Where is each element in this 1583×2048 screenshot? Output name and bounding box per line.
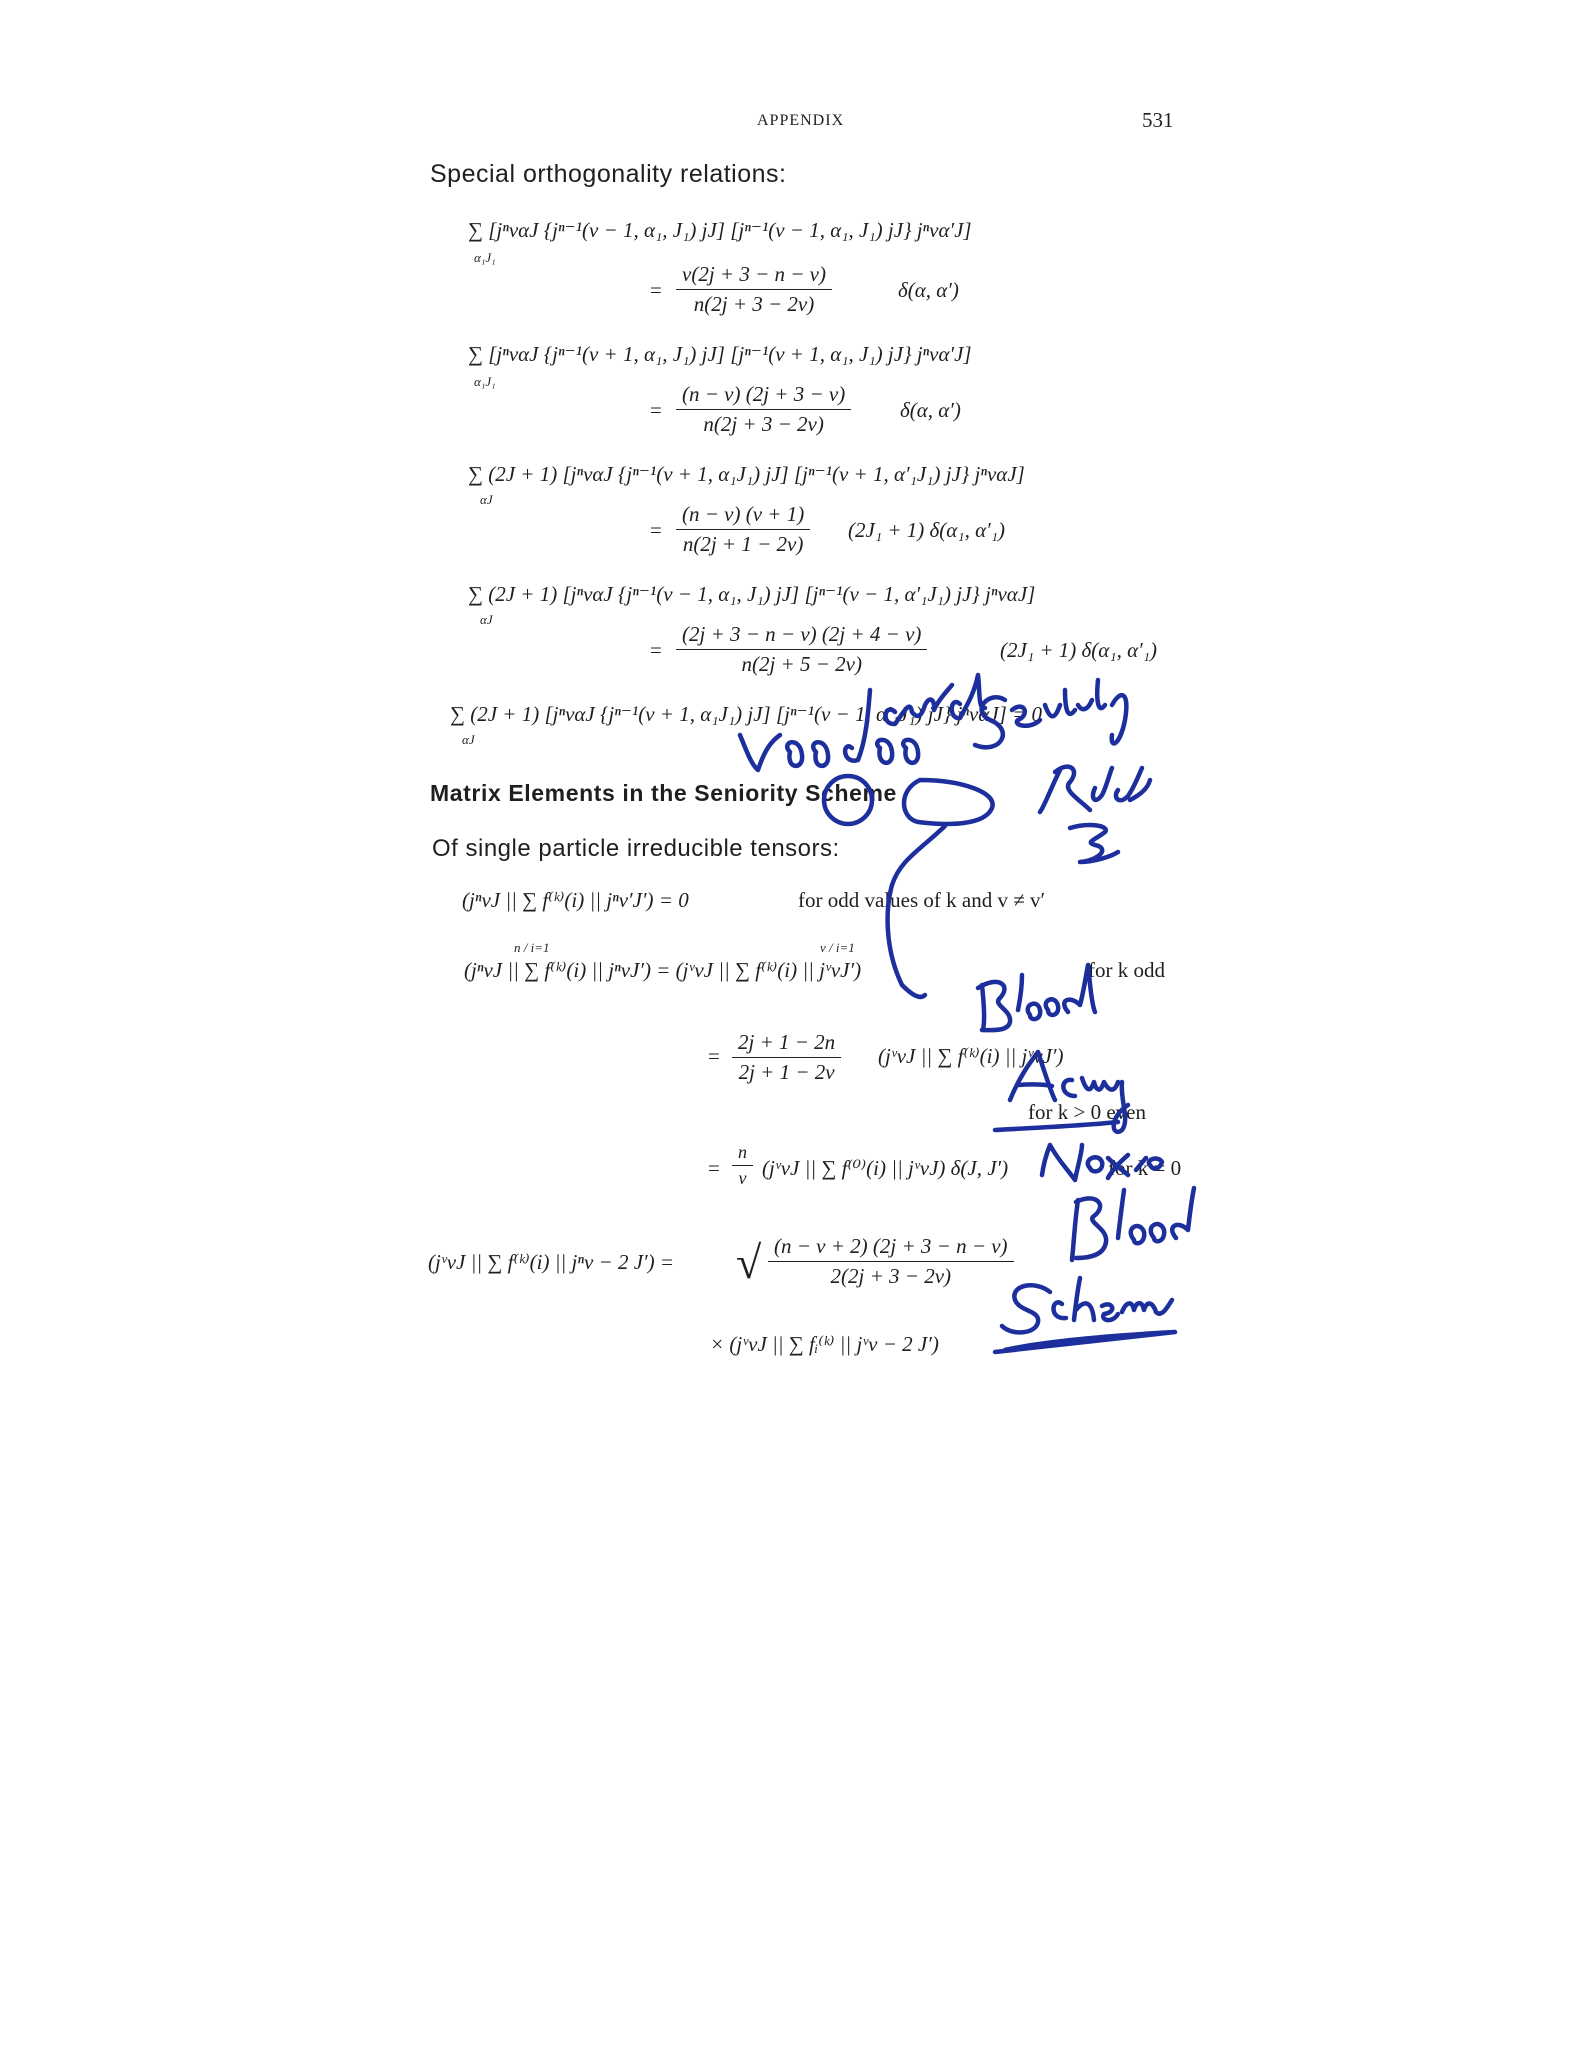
- tensors-subheading: Of single particle irreducible tensors:: [432, 835, 840, 862]
- equation-5-sum-index: αJ: [462, 732, 475, 747]
- scrawl-stroke: [1072, 1188, 1194, 1260]
- tensor-relation-3-denominator: 2j + 1 − 2v: [738, 1060, 835, 1084]
- tensor-relation-4-denominator: v: [738, 1168, 747, 1188]
- tensor-relation-3-numerator: 2j + 1 − 2n: [732, 1030, 841, 1058]
- equation-4-denominator: n(2j + 5 − 2v): [741, 652, 862, 676]
- tensor-relation-5: (jᵛvJ || ∑ f⁽ᵏ⁾(i) || jⁿv − 2 J′) =: [428, 1250, 675, 1274]
- page-number: 531: [1142, 108, 1174, 132]
- scrawl-stroke: [1002, 1278, 1172, 1332]
- square-root-sign: √: [736, 1237, 762, 1288]
- equation-4-sum-index: αJ: [480, 612, 493, 627]
- equation-4-tail: (2J₁ + 1) δ(α₁, α′₁): [1000, 638, 1158, 662]
- tensor-relation-5-numerator: (n − v + 2) (2j + 3 − n − v): [768, 1234, 1014, 1262]
- tensor-relation-6: × (jᵛvJ || ∑ fᵢ⁽ᵏ⁾ || jᵛv − 2 J′): [710, 1332, 939, 1356]
- equation-3-line: ∑ (2J + 1) [jⁿvαJ {jⁿ⁻¹(v + 1, α₁J₁) jJ] [jⁿ⁻¹(v + 1, α′₁J₁) jJ} jⁿvαJ]: [468, 462, 1025, 486]
- scrawl-stroke: [1070, 825, 1118, 862]
- equation-1-tail: δ(α, α′): [898, 278, 959, 302]
- equation-1-sum-index: α₁J₁: [474, 250, 496, 265]
- orthogonality-title: Special orthogonality relations:: [430, 160, 787, 188]
- equation-3-sum-index: αJ: [480, 492, 493, 507]
- tensor-relation-3-tail: (jᵛvJ || ∑ f⁽ᵏ⁾(i) || jᵛvJ′): [878, 1044, 1064, 1068]
- equation-1-numerator: v(2j + 3 − n − v): [676, 262, 832, 290]
- equals-sign: =: [650, 278, 662, 302]
- scrawl-stroke: [888, 826, 945, 997]
- tensor-relation-2-right-limits: v / i=1: [820, 940, 855, 955]
- equation-4-line: ∑ (2J + 1) [jⁿvαJ {jⁿ⁻¹(v − 1, α₁, J₁) jJ] [jⁿ⁻¹(v − 1, α′₁J₁) jJ} jⁿvαJ]: [468, 582, 1036, 606]
- running-head: APPENDIX: [757, 112, 845, 129]
- scrawl-stroke: [904, 780, 993, 824]
- scrawl-stroke: [995, 1332, 1175, 1352]
- scrawl-stroke: [995, 1122, 1118, 1130]
- tensor-relation-4-condition: for k = 0: [1108, 1156, 1182, 1180]
- tensor-relation-2-condition: for k odd: [1088, 958, 1165, 982]
- equals-sign: =: [708, 1044, 720, 1068]
- scrawl-stroke: [886, 675, 985, 724]
- equals-sign: =: [708, 1156, 720, 1180]
- equation-1-denominator: n(2j + 3 − 2v): [693, 292, 815, 316]
- equals-sign: =: [650, 398, 662, 422]
- scrawl-stroke: [1010, 1052, 1128, 1132]
- tensor-relation-4-numerator: n: [732, 1142, 753, 1166]
- equals-sign: =: [650, 638, 662, 662]
- tensor-relation-3-condition: for k > 0 even: [1028, 1100, 1146, 1124]
- tensor-relation-2: (jⁿvJ || ∑ f⁽ᵏ⁾(i) || jⁿvJ′) = (jᵛvJ || ∑ f⁽ᵏ⁾(i) || jᵛvJ′): [464, 958, 862, 982]
- scrawl-stroke: [1042, 1145, 1162, 1180]
- equation-1-line: ∑ [jⁿvαJ {jⁿ⁻¹(v − 1, α₁, J₁) jJ] [jⁿ⁻¹(v − 1, α₁, J₁) jJ} jⁿvα′J]: [468, 218, 972, 242]
- scrawl-stroke: [978, 965, 1095, 1030]
- matrix-elements-title: Matrix Elements in the Seniority Scheme: [430, 780, 897, 806]
- equation-2-tail: δ(α, α′): [900, 398, 961, 422]
- scrawl-stroke: [975, 680, 1126, 747]
- scrawl-stroke: [740, 690, 918, 770]
- tensor-relation-2-limits: n / i=1: [514, 940, 550, 955]
- equation-2-denominator: n(2j + 3 − 2v): [703, 412, 824, 436]
- equation-2-line: ∑ [jⁿvαJ {jⁿ⁻¹(v + 1, α₁, J₁) jJ] [jⁿ⁻¹(v + 1, α₁, J₁) jJ} jⁿvα′J]: [468, 342, 972, 366]
- equation-2-sum-index: α₁J₁: [474, 374, 496, 389]
- equation-4-numerator: (2j + 3 − n − v) (2j + 4 − v): [676, 622, 927, 650]
- equation-3-numerator: (n − v) (v + 1): [676, 502, 810, 530]
- scrawl-stroke: [1040, 767, 1150, 812]
- tensor-relation-4-tail: (jᵛvJ || ∑ f⁽⁰⁾(i) || jᵛvJ) δ(J, J′): [762, 1156, 1009, 1180]
- equation-2-numerator: (n − v) (2j + 3 − v): [676, 382, 851, 410]
- equation-3-tail: (2J₁ + 1) δ(α₁, α′₁): [848, 518, 1006, 542]
- tensor-relation-1: (jⁿvJ || ∑ f⁽ᵏ⁾(i) || jⁿv′J′) = 0: [462, 888, 689, 912]
- equals-sign: =: [650, 518, 662, 542]
- tensor-relation-5-denominator: 2(2j + 3 − 2v): [830, 1264, 952, 1288]
- tensor-relation-1-condition: for odd values of k and v ≠ v′: [798, 888, 1046, 912]
- equation-5-line: ∑ (2J + 1) [jⁿvαJ {jⁿ⁻¹(v + 1, α₁J₁) jJ] [jⁿ⁻¹(v − 1, α′₁J₁) jJ} jⁿvαJ] = 0: [450, 702, 1042, 726]
- equation-3-denominator: n(2j + 1 − 2v): [682, 532, 804, 556]
- scrawl-circle: [824, 776, 872, 824]
